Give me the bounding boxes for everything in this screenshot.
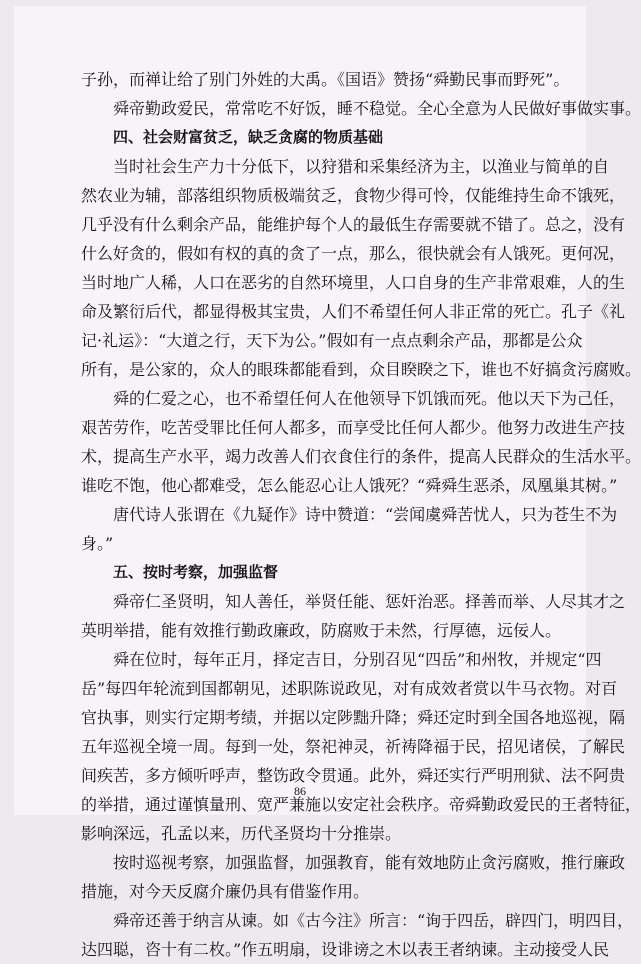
text-line: 舜帝勤政爱民，常常吃不好饭，睡不稳觉。全心全意为人民做好事做实事。 bbox=[113, 99, 641, 118]
text-line: 唐代诗人张谓在《九疑作》诗中赞道：“尝闻虞舜苦忧人，只为苍生不为 bbox=[113, 505, 618, 524]
text-line: 影响深远，孔孟以来，历代圣贤均十分推崇。 bbox=[81, 824, 402, 843]
text-line: 官执事，则实行定期考绩，并据以定陟黜升降；舜还定时到全国各地巡视，隔 bbox=[81, 708, 626, 727]
text-line: 舜帝还善于纳言从谏。如《古今注》所言：“询于四岳，辟四门，明四目， bbox=[113, 911, 634, 930]
text-line: 五年巡视全境一周。每到一处，祭祀神灵，祈祷降福于民，招见诸侯，了解民 bbox=[81, 737, 626, 756]
text-line: 舜帝仁圣贤明，知人善任，举贤任能、惩奸治恶。择善而举、人尽其才之 bbox=[113, 592, 626, 611]
section-heading: 四、社会财富贫乏，缺乏贪腐的物质基础 bbox=[113, 128, 384, 146]
text-line: 达四聪，咨十有二枚。”作五明扇，设诽谤之木以表王者纳谏。主动接受人民 bbox=[81, 940, 610, 959]
page-number: 86 bbox=[294, 784, 306, 798]
text-line: 艰苦劳作，吃苦受罪比任何人都多，而享受比任何人都少。他努力改进生产技 bbox=[81, 418, 626, 437]
text-line: 按时巡视考察，加强监督，加强教育，能有效地防止贪污腐败，推行廉政 bbox=[113, 853, 626, 872]
text-line: 几乎没有什么剩余产品，能维护每个人的最低生存需要就不错了。总之，没有 bbox=[81, 215, 626, 234]
text-line: 什么好贪的，假如有权的真的贪了一点，那么，很快就会有人饿死。更何况， bbox=[81, 244, 626, 263]
text-line: 谁吃不饱，他心都难受，怎么能忍心让人饿死？“舜舜生恶杀，凤凰巢其树。” bbox=[81, 476, 618, 495]
text-line: 然农业为辅，部落组织物质极端贫乏，食物少得可怜，仅能维持生命不饿死， bbox=[81, 186, 626, 205]
text-line: 当时地广人稀，人口在恶劣的自然环境里，人口自身的生产非常艰难，人的生 bbox=[81, 273, 626, 292]
text-line: 子孙，而禅让给了别门外姓的大禹。《国语》赞扬“舜勤民事而野死”。 bbox=[81, 70, 570, 89]
text-line: 的举措，通过谨慎量刑、宽严兼施以安定社会秩序。帝舜勤政爱民的王者特征， bbox=[81, 795, 641, 814]
text-line: 所有，是公家的，众人的眼珠都能看到，众目睽睽之下，谁也不好搞贪污腐败。 bbox=[81, 360, 641, 379]
text-line: 当时社会生产力十分低下，以狩猎和采集经济为主，以渔业与简单的自 bbox=[113, 157, 610, 176]
page-body bbox=[81, 65, 641, 964]
document-page bbox=[14, 6, 641, 959]
text-line: 舜的仁爱之心，也不希望任何人在他领导下饥饿而死。他以天下为己任， bbox=[113, 389, 626, 408]
text-line: 术，提高生产水平，竭力改善人们衣食住行的条件，提高人民群众的生活水平。 bbox=[81, 447, 641, 466]
text-line: 舜在位时，每年正月，择定吉日，分别召见“四岳”和州牧，并规定“四 bbox=[113, 650, 602, 669]
text-line: 命及繁衍后代，都显得极其宝贵，人们不希望任何人非正常的死亡。孔子《礼 bbox=[81, 302, 626, 321]
text-line: 间疾苦，多方倾听呼声，整饬政令贯通。此外，舜还实行严明刑狱、法不阿贵 bbox=[81, 766, 626, 785]
text-line: 措施，对今天反腐介廉仍具有借鉴作用。 bbox=[81, 882, 370, 901]
section-heading: 五、按时考察，加强监督 bbox=[113, 563, 279, 581]
text-line: 岳”每四年轮流到国都朝见，述职陈说政见，对有成效者赏以牛马衣物。对百 bbox=[81, 679, 618, 698]
text-line: 英明举措，能有效推行勤政廉政，防腐败于未然，行厚德，远佞人。 bbox=[81, 621, 562, 640]
text-line: 身。” bbox=[81, 534, 114, 553]
text-line: 记·礼运》：“大道之行，天下为公。”假如有一点点剩余产品，那都是公众 bbox=[81, 331, 583, 350]
